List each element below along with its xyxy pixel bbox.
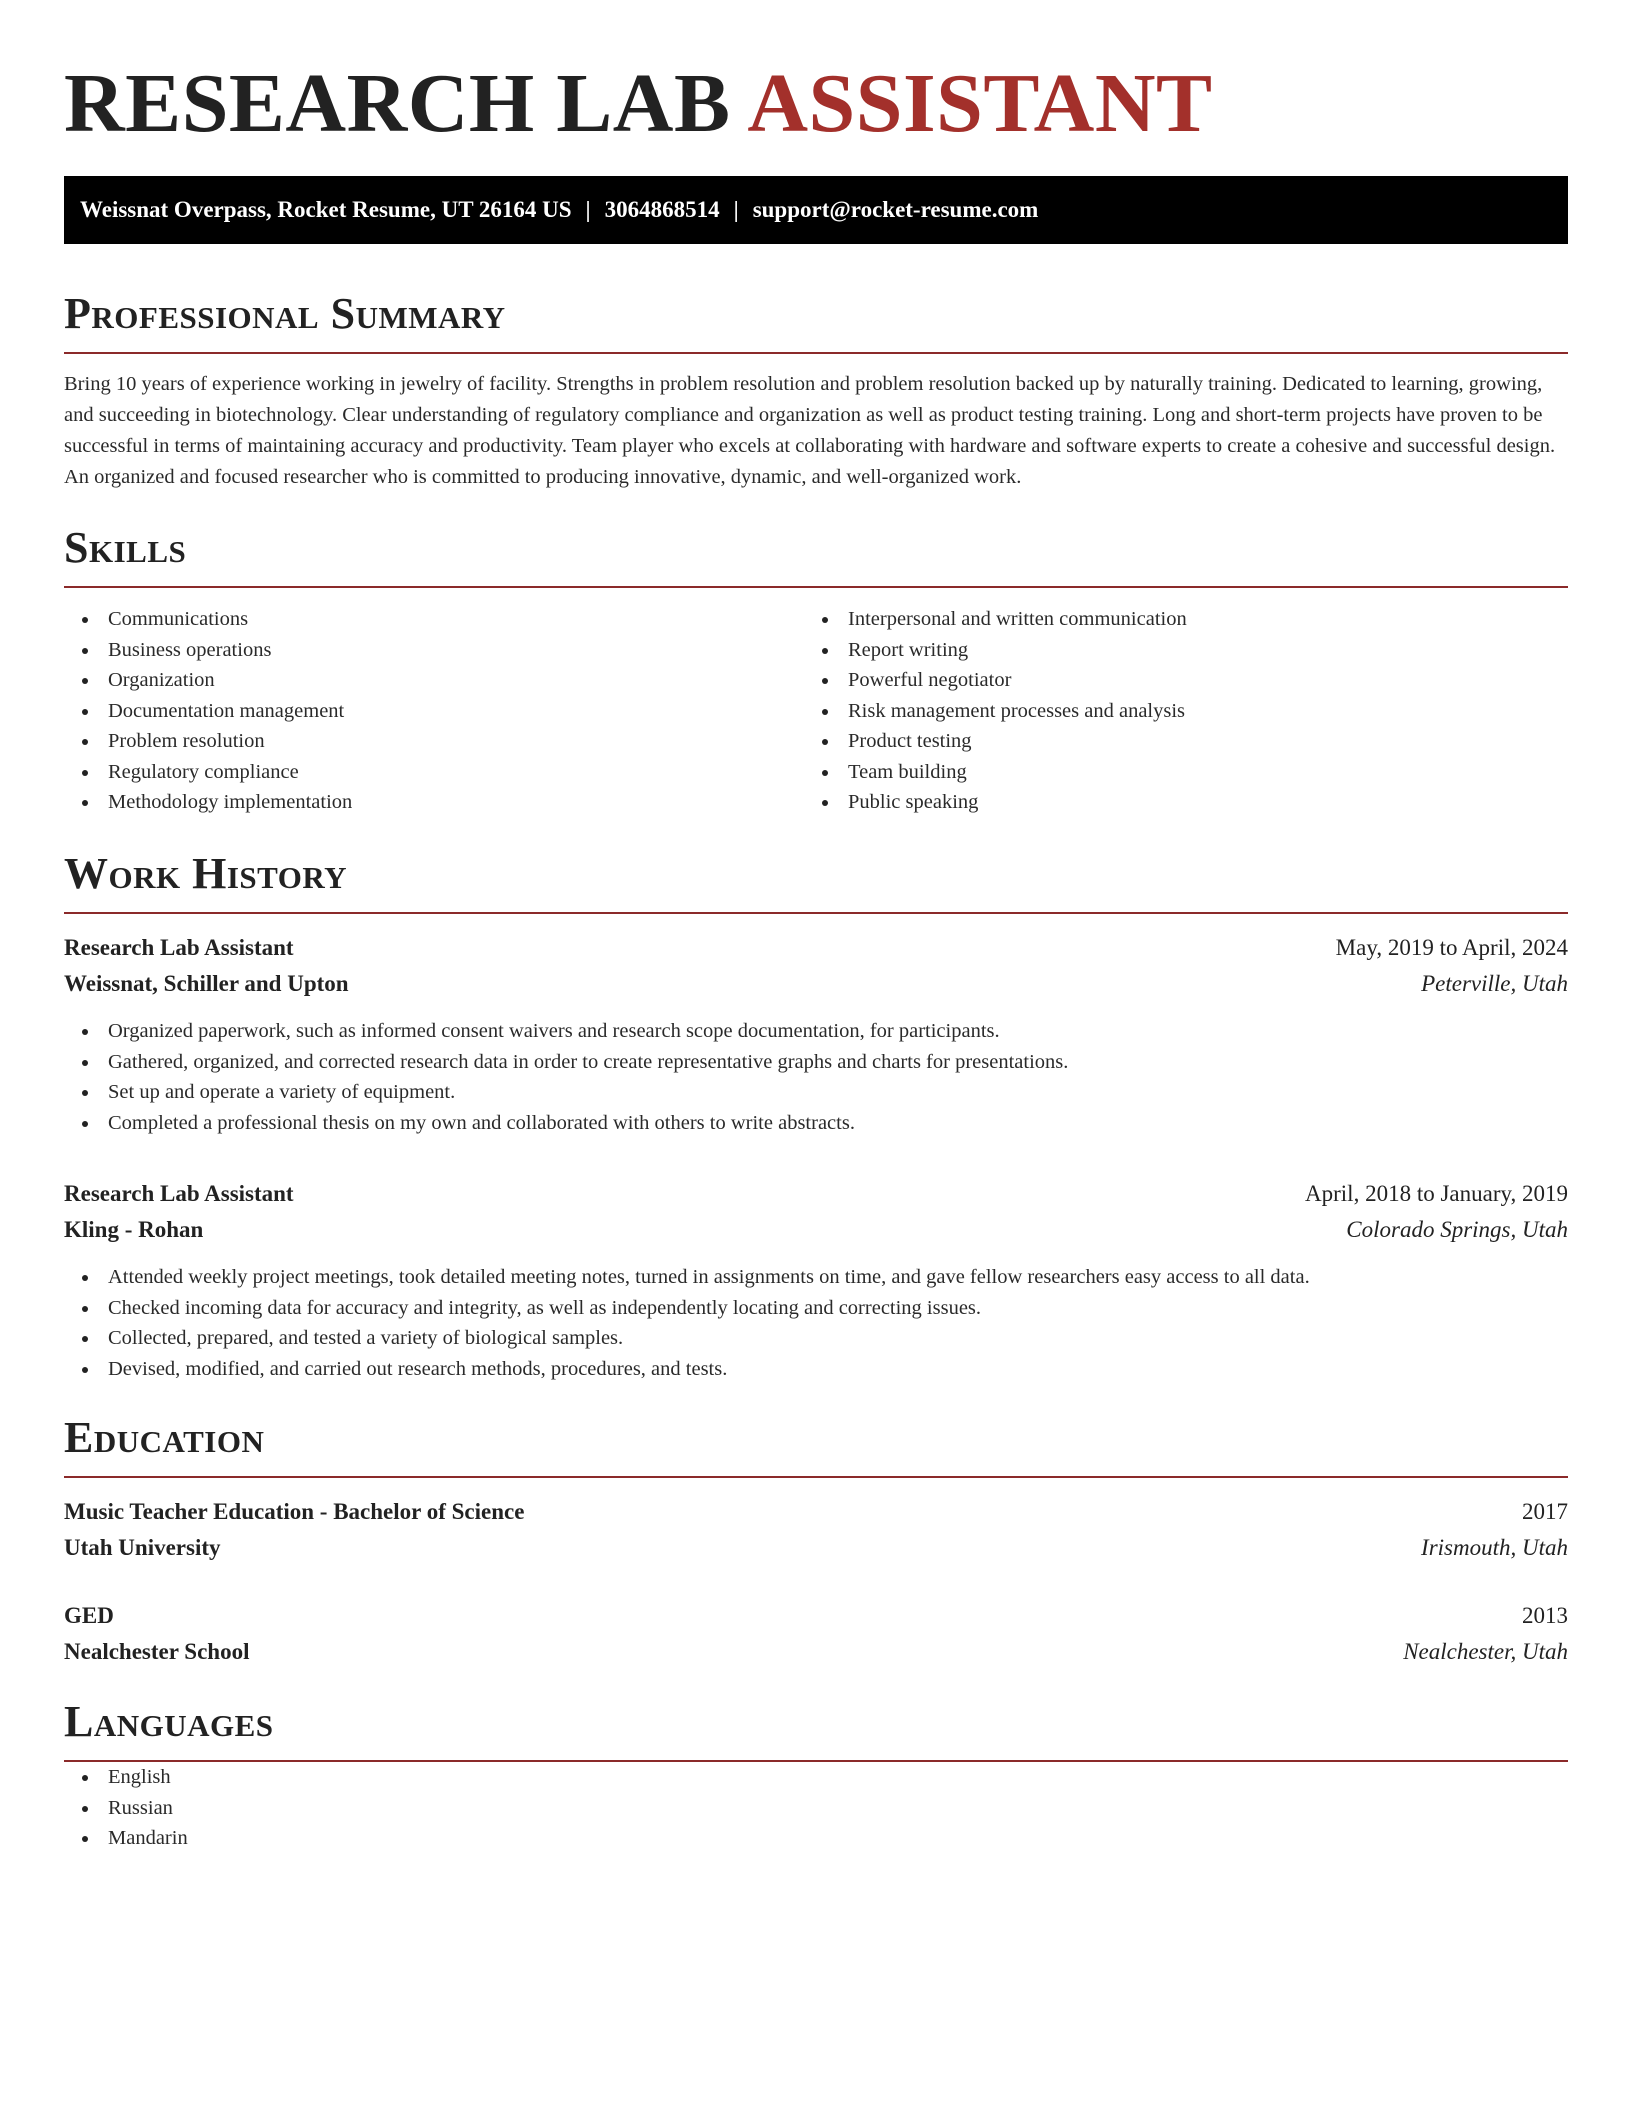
job-duty: Gathered, organized, and corrected research data in order to create representative graphs and charts for presentations. — [64, 1047, 1568, 1078]
job-duty: Organized paperwork, such as informed consent waivers and research scope documentation, for participants. — [64, 1016, 1568, 1047]
education-degree: Music Teacher Education - Bachelor of Science — [64, 1499, 525, 1524]
skill-item: Product testing — [804, 726, 1544, 757]
languages-section — [64, 1694, 1568, 1854]
skills-list-left — [64, 604, 804, 818]
skill-item: Risk management processes and analysis — [804, 696, 1544, 727]
education-year: 2017 — [1522, 1499, 1568, 1524]
job-duties-list — [64, 1016, 1568, 1138]
section-divider — [64, 1476, 1568, 1478]
job-position: Research Lab Assistant — [64, 935, 294, 960]
education-location: Nealchester, Utah — [1403, 1639, 1568, 1664]
name-part-accent: ASSISTANT — [747, 57, 1213, 150]
skill-item: Business operations — [64, 635, 804, 666]
job-duty: Checked incoming data for accuracy and integrity, as well as independently locating and correcting issues. — [64, 1293, 1568, 1324]
contact-separator: | — [585, 197, 591, 222]
section-divider — [64, 912, 1568, 914]
job-company-row — [64, 1212, 1568, 1248]
job-header-row — [64, 1176, 1568, 1212]
section-divider — [64, 586, 1568, 588]
summary-text: Bring 10 years of experience working in jewelry of facility. Strengths in problem resolution and problem resolution backed up by naturally training. Dedicated to learning, growing, and succeeding in biotechnology. Clear understanding of regulatory compliance and organization as well as product testing training. Long and short-term projects have proven to be successful in terms of maintaining accuracy and productivity. Team player who excels at collaborating with hardware and software experts to create a cohesive and successful design. An organized and focused researcher who is committed to producing innovative, dynamic, and well-organized work. — [64, 373, 1556, 488]
section-title-education: Education — [64, 1413, 265, 1462]
job-dates: May, 2019 to April, 2024 — [1335, 935, 1568, 960]
job-position: Research Lab Assistant — [64, 1181, 294, 1206]
education-entry — [64, 1598, 1568, 1670]
education-school: Nealchester School — [64, 1639, 250, 1664]
education-degree-row — [64, 1494, 1568, 1530]
job-header-row — [64, 930, 1568, 966]
language-item: Russian — [64, 1793, 1568, 1824]
section-title-skills: Skills — [64, 523, 187, 572]
skill-item: Problem resolution — [64, 726, 804, 757]
section-divider — [64, 352, 1568, 354]
education-school: Utah University — [64, 1535, 221, 1560]
contact-email[interactable]: support@rocket-resume.com — [752, 197, 1039, 222]
resume-header — [64, 0, 1568, 244]
contact-phone[interactable]: 3064868514 — [604, 197, 720, 222]
skill-item: Communications — [64, 604, 804, 635]
job-entry — [64, 930, 1568, 1138]
education-degree: GED — [64, 1603, 114, 1628]
education-section — [64, 1410, 1568, 1670]
page-title — [64, 0, 1568, 150]
skill-item: Public speaking — [804, 787, 1544, 818]
job-duty: Collected, prepared, and tested a variety of biological samples. — [64, 1323, 1568, 1354]
skill-item: Interpersonal and written communication — [804, 604, 1544, 635]
languages-list — [64, 1762, 1568, 1854]
skill-item: Methodology implementation — [64, 787, 804, 818]
education-school-row — [64, 1530, 1568, 1566]
job-company: Weissnat, Schiller and Upton — [64, 971, 349, 996]
education-entry — [64, 1494, 1568, 1566]
section-title-summary: Professional Summary — [64, 289, 506, 338]
skill-item: Powerful negotiator — [804, 665, 1544, 696]
job-location: Peterville, Utah — [1421, 971, 1568, 996]
job-duties-list — [64, 1262, 1568, 1384]
education-location: Irismouth, Utah — [1421, 1535, 1568, 1560]
contact-bar — [64, 176, 1568, 244]
skill-item: Report writing — [804, 635, 1544, 666]
job-duty: Completed a professional thesis on my own and collaborated with others to write abstracts. — [64, 1108, 1568, 1139]
language-item: Mandarin — [64, 1823, 1568, 1854]
section-title-work: Work History — [64, 849, 348, 898]
skills-grid — [64, 604, 1568, 818]
job-duty: Attended weekly project meetings, took detailed meeting notes, turned in assignments on time, and gave fellow researchers easy access to all data. — [64, 1262, 1568, 1293]
job-company: Kling - Rohan — [64, 1217, 204, 1242]
name-part-primary: RESEARCH LAB — [64, 57, 731, 150]
skills-section — [64, 520, 1568, 818]
skills-list-right — [804, 604, 1544, 818]
language-item: English — [64, 1762, 1568, 1793]
section-title-languages: Languages — [64, 1697, 274, 1746]
skill-item: Organization — [64, 665, 804, 696]
contact-address: Weissnat Overpass, Rocket Resume, UT 26164 US — [80, 197, 572, 222]
job-entry — [64, 1176, 1568, 1384]
job-duty: Set up and operate a variety of equipment. — [64, 1077, 1568, 1108]
work-history-section — [64, 846, 1568, 1384]
job-duty: Devised, modified, and carried out research methods, procedures, and tests. — [64, 1354, 1568, 1385]
skill-item: Regulatory compliance — [64, 757, 804, 788]
education-school-row — [64, 1634, 1568, 1670]
job-location: Colorado Springs, Utah — [1346, 1217, 1568, 1242]
contact-separator: | — [733, 197, 739, 222]
education-degree-row — [64, 1598, 1568, 1634]
job-company-row — [64, 966, 1568, 1002]
education-year: 2013 — [1522, 1603, 1568, 1628]
skill-item: Documentation management — [64, 696, 804, 727]
skill-item: Team building — [804, 757, 1544, 788]
job-dates: April, 2018 to January, 2019 — [1305, 1181, 1568, 1206]
summary-section — [64, 286, 1568, 514]
